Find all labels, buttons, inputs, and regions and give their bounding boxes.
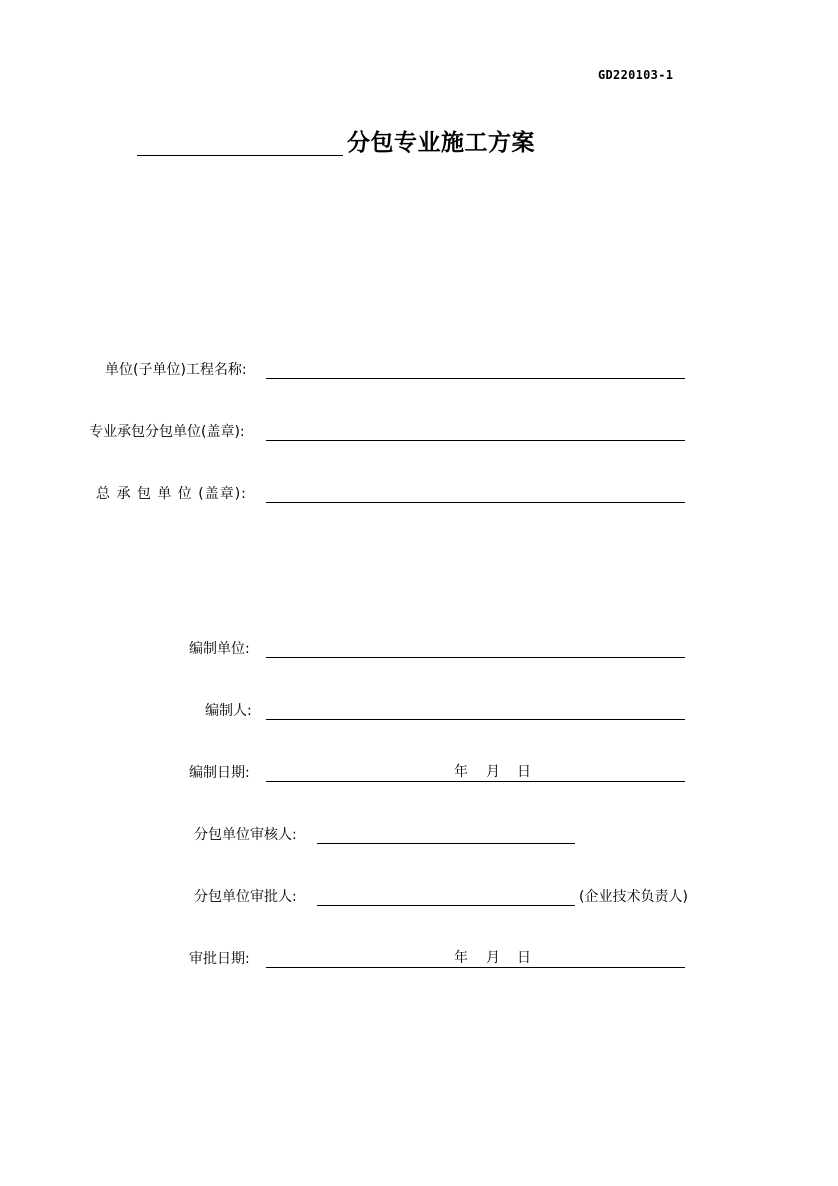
approver-note: (企业技术负责人)	[579, 889, 688, 905]
approval-date-day: 日	[517, 950, 531, 966]
approval-date-month: 月	[486, 950, 500, 966]
compile-date-month: 月	[486, 764, 500, 780]
compile-unit-label: 编制单位:	[189, 641, 250, 657]
document-code: GD220103-1	[598, 68, 674, 82]
compile-date-field[interactable]	[266, 781, 685, 782]
compile-date-label: 编制日期:	[189, 765, 250, 781]
approver-label: 分包单位审批人:	[194, 889, 297, 905]
general-contractor-field[interactable]	[266, 502, 685, 503]
reviewer-label: 分包单位审核人:	[194, 827, 297, 843]
project-name-field[interactable]	[266, 378, 685, 379]
compile-date-year: 年	[454, 764, 468, 780]
compiler-field[interactable]	[266, 719, 685, 720]
compile-unit-field[interactable]	[266, 657, 685, 658]
compile-date-day: 日	[517, 764, 531, 780]
general-contractor-label: 总 承 包 单 位 (盖章):	[96, 486, 247, 502]
approver-field[interactable]	[317, 905, 575, 906]
title-blank-line	[137, 155, 343, 156]
approval-date-year: 年	[454, 950, 468, 966]
reviewer-field[interactable]	[317, 843, 575, 844]
compiler-label: 编制人:	[205, 703, 252, 719]
approval-date-label: 审批日期:	[189, 951, 250, 967]
project-name-label: 单位(子单位)工程名称:	[105, 362, 247, 378]
subcontractor-unit-field[interactable]	[266, 440, 685, 441]
approval-date-field[interactable]	[266, 967, 685, 968]
subcontractor-unit-label: 专业承包分包单位(盖章):	[89, 424, 245, 440]
page-title: 分包专业施工方案	[347, 130, 535, 156]
